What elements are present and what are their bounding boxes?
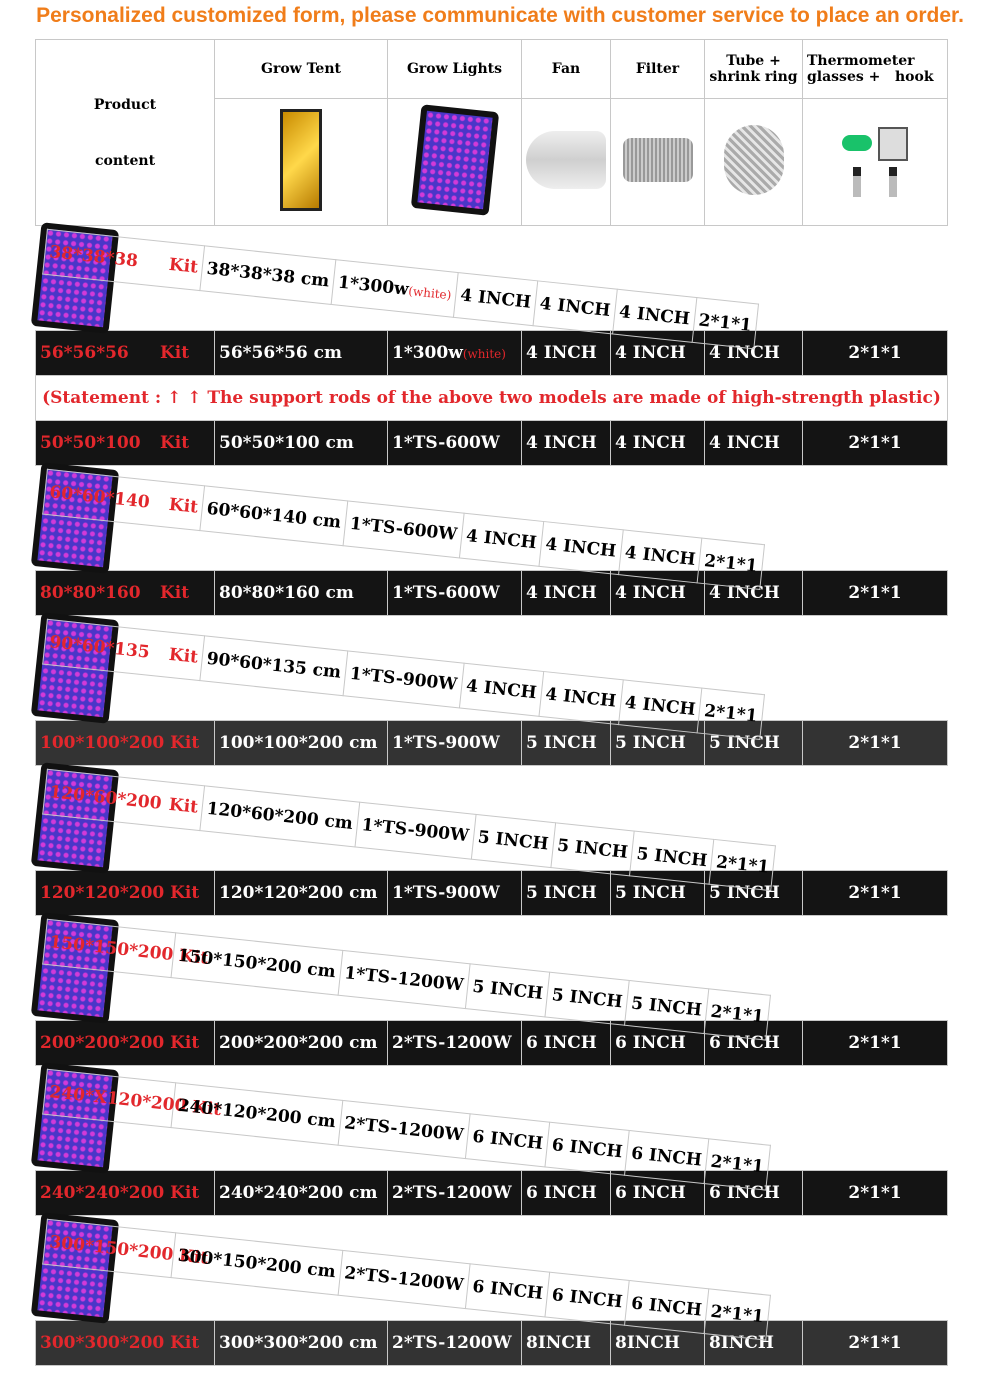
light-spec bbox=[388, 1021, 522, 1066]
tent-size: 120*60*200 cm bbox=[199, 786, 359, 847]
grow-light-image bbox=[388, 99, 522, 226]
accessory-count: 2*1*1 bbox=[709, 839, 776, 890]
tube-size: 5 INCH bbox=[705, 721, 803, 766]
tube-size: 6 INCH bbox=[624, 1130, 708, 1183]
light-model: 1*TS-900W bbox=[348, 663, 458, 695]
kit-size: 300*150*200 Kit bbox=[48, 1232, 209, 1269]
kit-name bbox=[42, 769, 204, 830]
accessory-count: 2*1*1 bbox=[697, 688, 764, 739]
accessory-count: 2*1*1 bbox=[803, 1171, 948, 1216]
light-spec bbox=[354, 802, 475, 859]
kit-size: 38*38*38 bbox=[48, 242, 139, 272]
table-row bbox=[30, 762, 118, 874]
accessory-count: 2*1*1 bbox=[803, 571, 948, 616]
kit-size: 300*300*200 Kit bbox=[40, 1333, 200, 1353]
kit-name bbox=[42, 229, 204, 290]
tube-size: 5 INCH bbox=[624, 980, 708, 1033]
tube-size: 4 INCH bbox=[618, 680, 702, 733]
fan-size: 4 INCH bbox=[459, 513, 543, 566]
accessory-count: 2*1*1 bbox=[803, 871, 948, 916]
filter-size: 8INCH bbox=[611, 1321, 705, 1366]
light-model: 1*TS-900W bbox=[392, 733, 500, 753]
table-row bbox=[36, 721, 948, 766]
kit-name bbox=[36, 1021, 215, 1066]
light-spec bbox=[331, 260, 458, 318]
light-spec bbox=[388, 871, 522, 916]
tent-size: 150*150*200 cm bbox=[171, 933, 342, 995]
accessory-count: 2*1*1 bbox=[697, 538, 764, 589]
light-spec bbox=[337, 1100, 470, 1158]
accessory-count: 2*1*1 bbox=[691, 298, 758, 349]
light-spec bbox=[388, 421, 522, 466]
tent-size: 240*120*200 cm bbox=[171, 1083, 342, 1145]
light-model: 1*TS-1200W bbox=[342, 963, 465, 996]
shrink-ring-label: shrink ring bbox=[709, 69, 798, 85]
filter-size: 5 INCH bbox=[550, 823, 634, 876]
kit-suffix: Kit bbox=[167, 494, 199, 518]
fan-size: 4 INCH bbox=[453, 273, 537, 326]
light-model: 1*300w bbox=[336, 272, 410, 300]
light-model: 2*TS-1200W bbox=[392, 1033, 512, 1053]
tent-size: 240*240*200 cm bbox=[215, 1171, 388, 1216]
tube-size: 8INCH bbox=[705, 1321, 803, 1366]
accessory-count: 2*1*1 bbox=[703, 1139, 770, 1190]
tube-size: 4 INCH bbox=[705, 421, 803, 466]
kit-suffix: Kit bbox=[160, 343, 190, 363]
table-row bbox=[36, 571, 948, 616]
tube-size: 5 INCH bbox=[705, 871, 803, 916]
kit-suffix: Kit bbox=[160, 433, 190, 453]
tube-size: 6 INCH bbox=[705, 1021, 803, 1066]
kit-size: 120*120*200 Kit bbox=[40, 883, 200, 903]
tent-size: 90*60*135 cm bbox=[199, 636, 347, 696]
tube-size: 4 INCH bbox=[705, 331, 803, 376]
product-label: Product bbox=[93, 96, 157, 113]
header-row bbox=[36, 40, 948, 99]
kit-name bbox=[36, 721, 215, 766]
light-model: 2*TS-1200W bbox=[392, 1183, 512, 1203]
filter-size: 6 INCH bbox=[545, 1272, 629, 1325]
accessory-count: 2*1*1 bbox=[703, 989, 770, 1040]
accessory-count: 2*1*1 bbox=[803, 421, 948, 466]
tent-size: 56*56*56 cm bbox=[215, 331, 388, 376]
fan-size: 6 INCH bbox=[465, 1264, 549, 1317]
tube-size: 6 INCH bbox=[624, 1280, 708, 1333]
light-spec bbox=[388, 1321, 522, 1366]
order-notice-banner: Personalized customized form, please communicate with customer service to place an order. bbox=[36, 4, 964, 27]
kit-name bbox=[36, 871, 215, 916]
light-note: (white) bbox=[407, 283, 452, 303]
light-model: 1*300w bbox=[392, 343, 463, 363]
fan-size: 6 INCH bbox=[522, 1171, 611, 1216]
table-row bbox=[36, 1321, 948, 1366]
filter-size: 5 INCH bbox=[611, 871, 705, 916]
accessory-count: 2*1*1 bbox=[703, 1289, 770, 1340]
tent-size: 200*200*200 cm bbox=[215, 1021, 388, 1066]
statement-row bbox=[36, 376, 948, 421]
kit-name bbox=[36, 331, 215, 376]
light-spec bbox=[388, 331, 522, 376]
table-row bbox=[36, 871, 948, 916]
table-row bbox=[30, 612, 118, 724]
fan-size: 6 INCH bbox=[522, 1021, 611, 1066]
accessory-count: 2*1*1 bbox=[803, 1321, 948, 1366]
kit-size: 56*56*56 bbox=[40, 343, 129, 363]
filter-image bbox=[611, 99, 705, 226]
tent-size: 300*150*200 cm bbox=[171, 1233, 342, 1295]
light-model: 1*TS-600W bbox=[348, 513, 458, 545]
filter-size: 4 INCH bbox=[611, 421, 705, 466]
filter-size: 6 INCH bbox=[611, 1021, 705, 1066]
table-row bbox=[36, 331, 948, 376]
tent-size: 120*120*200 cm bbox=[215, 871, 388, 916]
kit-size: 50*50*100 bbox=[40, 433, 141, 453]
filter-size: 4 INCH bbox=[611, 571, 705, 616]
tent-size: 50*50*100 cm bbox=[215, 421, 388, 466]
col-fan: Fan bbox=[522, 40, 611, 99]
kit-size: 200*200*200 Kit bbox=[40, 1033, 200, 1053]
table-row bbox=[30, 1212, 118, 1324]
kit-name bbox=[36, 1171, 215, 1216]
col-grow-lights: Grow Lights bbox=[388, 40, 522, 99]
table-row bbox=[36, 1171, 948, 1216]
light-spec bbox=[388, 721, 522, 766]
kit-size: 80*80*160 bbox=[40, 583, 141, 603]
light-spec bbox=[343, 651, 464, 708]
tent-size: 100*100*200 cm bbox=[215, 721, 388, 766]
col-filter: Filter bbox=[611, 40, 705, 99]
light-model: 2*TS-1200W bbox=[342, 1263, 465, 1296]
table-row bbox=[36, 1021, 948, 1066]
table-row bbox=[30, 462, 118, 574]
fan-size: 4 INCH bbox=[522, 331, 611, 376]
col-tube bbox=[705, 40, 803, 99]
kit-name bbox=[36, 1321, 215, 1366]
fan-size: 5 INCH bbox=[522, 721, 611, 766]
kit-suffix: Kit bbox=[160, 583, 190, 603]
filter-size: 5 INCH bbox=[545, 972, 629, 1025]
tube-size: 4 INCH bbox=[618, 530, 702, 583]
tube-size: 5 INCH bbox=[629, 831, 713, 884]
fan-size: 5 INCH bbox=[471, 814, 555, 867]
kit-size: 120*60*200 bbox=[48, 782, 162, 814]
kit-size: 60*60*140 bbox=[48, 482, 151, 513]
kit-size: 240*240*200 Kit bbox=[40, 1183, 200, 1203]
light-model: 1*TS-600W bbox=[392, 433, 500, 453]
fan-size: 6 INCH bbox=[465, 1114, 549, 1167]
filter-size: 6 INCH bbox=[545, 1122, 629, 1175]
fan-size: 4 INCH bbox=[459, 663, 543, 716]
kit-size: 90*60*135 bbox=[48, 632, 151, 663]
tube-size: 4 INCH bbox=[705, 571, 803, 616]
tent-size: 60*60*140 cm bbox=[199, 486, 347, 546]
light-note: (white) bbox=[462, 347, 506, 361]
light-model: 1*TS-600W bbox=[392, 583, 500, 603]
product-table bbox=[35, 39, 948, 1366]
filter-size: 6 INCH bbox=[611, 1171, 705, 1216]
content-label: content bbox=[94, 152, 156, 169]
fan-size: 4 INCH bbox=[522, 571, 611, 616]
filter-size: 5 INCH bbox=[611, 721, 705, 766]
tent-size: 80*80*160 cm bbox=[215, 571, 388, 616]
filter-size: 4 INCH bbox=[532, 281, 616, 334]
kit-name bbox=[42, 1069, 222, 1127]
light-model: 2*TS-1200W bbox=[392, 1333, 512, 1353]
product-content-label bbox=[36, 40, 215, 226]
kit-suffix: Kit bbox=[167, 254, 199, 278]
fan-size: 4 INCH bbox=[522, 421, 611, 466]
light-model: 1*TS-900W bbox=[360, 815, 470, 847]
kit-size: 240*X120*200 Kit bbox=[48, 1082, 222, 1121]
tube-size: 6 INCH bbox=[705, 1171, 803, 1216]
table-row bbox=[36, 421, 948, 466]
glasses-hook-label: glasses + hook bbox=[807, 69, 934, 85]
kit-name bbox=[42, 1219, 209, 1277]
accessory-count: 2*1*1 bbox=[803, 721, 948, 766]
accessories-image bbox=[803, 99, 948, 226]
light-spec bbox=[388, 1171, 522, 1216]
grow-tent-image bbox=[215, 99, 388, 226]
filter-size: 4 INCH bbox=[538, 521, 622, 574]
tube-image bbox=[705, 99, 803, 226]
kit-name bbox=[42, 619, 204, 680]
accessory-count: 2*1*1 bbox=[803, 331, 948, 376]
table-row bbox=[30, 222, 118, 334]
tube-size: 4 INCH bbox=[612, 289, 696, 342]
kit-name bbox=[42, 919, 209, 977]
kit-suffix: Kit bbox=[167, 644, 199, 668]
kit-size: 100*100*200 Kit bbox=[40, 733, 200, 753]
col-accessories bbox=[803, 40, 948, 99]
col-grow-tent: Grow Tent bbox=[215, 40, 388, 99]
fan-size: 5 INCH bbox=[465, 964, 549, 1017]
thermometer-label: Thermometer bbox=[807, 53, 915, 69]
fan-size: 8INCH bbox=[522, 1321, 611, 1366]
kit-size: 150*150*200 Kit bbox=[48, 932, 209, 969]
filter-size: 4 INCH bbox=[538, 671, 622, 724]
table-row bbox=[30, 1062, 118, 1174]
fan-image bbox=[522, 99, 611, 226]
light-spec bbox=[388, 571, 522, 616]
tent-size: 38*38*38 cm bbox=[199, 246, 335, 305]
light-spec bbox=[337, 1250, 470, 1308]
statement-text: (Statement : ↑ ↑ The support rods of the above two models are made of high-strength plastic) bbox=[36, 376, 948, 421]
kit-name bbox=[36, 571, 215, 616]
kit-name bbox=[36, 421, 215, 466]
accessory-count: 2*1*1 bbox=[803, 1021, 948, 1066]
fan-size: 5 INCH bbox=[522, 871, 611, 916]
table-row bbox=[30, 912, 118, 1024]
light-model: 1*TS-900W bbox=[392, 883, 500, 903]
light-model: 2*TS-1200W bbox=[342, 1113, 465, 1146]
kit-suffix: Kit bbox=[167, 794, 199, 818]
kit-name bbox=[42, 469, 204, 530]
filter-size: 4 INCH bbox=[611, 331, 705, 376]
tube-label: Tube + bbox=[726, 53, 781, 69]
light-spec bbox=[343, 501, 464, 558]
tent-size: 300*300*200 cm bbox=[215, 1321, 388, 1366]
